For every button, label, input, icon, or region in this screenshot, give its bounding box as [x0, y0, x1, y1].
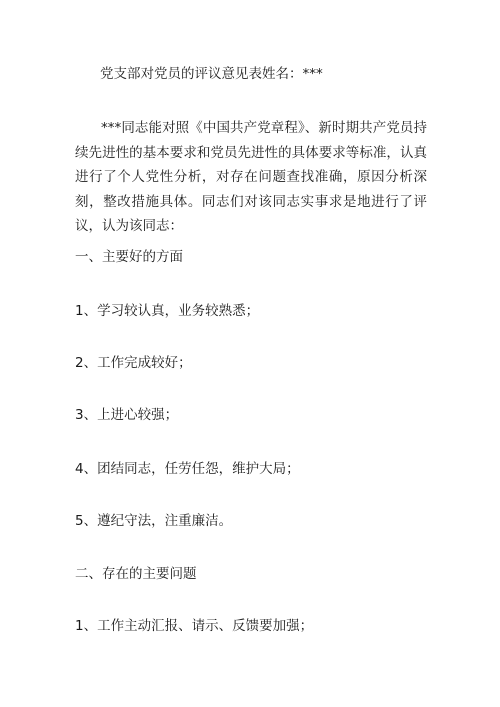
strength-item: 3、上进心较强；: [75, 407, 179, 423]
intro-paragraph: ***同志能对照《中国共产党章程》、新时期共产党员持续先进性的基本要求和党员先进性的具体要求等标准，认真进行了个人党性分析，对存在问题查找准确，原因分析深刻，整改措施具体。同志们对该同志实事求是地进行了评议，认为该同志：: [75, 120, 427, 234]
section-heading-problems: 二、存在的主要问题: [75, 566, 197, 582]
strength-item: 4、团结同志，任劳任怨，维护大局；: [75, 461, 300, 477]
strength-item: 1、学习较认真，业务较熟悉；: [75, 303, 260, 319]
strength-item: 2、工作完成较好；: [75, 355, 192, 371]
document-title: 党支部对党员的评议意见表姓名：***: [100, 66, 323, 82]
strength-item: 5、遵纪守法，注重廉洁。: [75, 513, 233, 529]
section-heading-strengths: 一、主要好的方面: [75, 249, 183, 265]
problem-item: 1、工作主动汇报、请示、反馈要加强；: [75, 618, 314, 634]
